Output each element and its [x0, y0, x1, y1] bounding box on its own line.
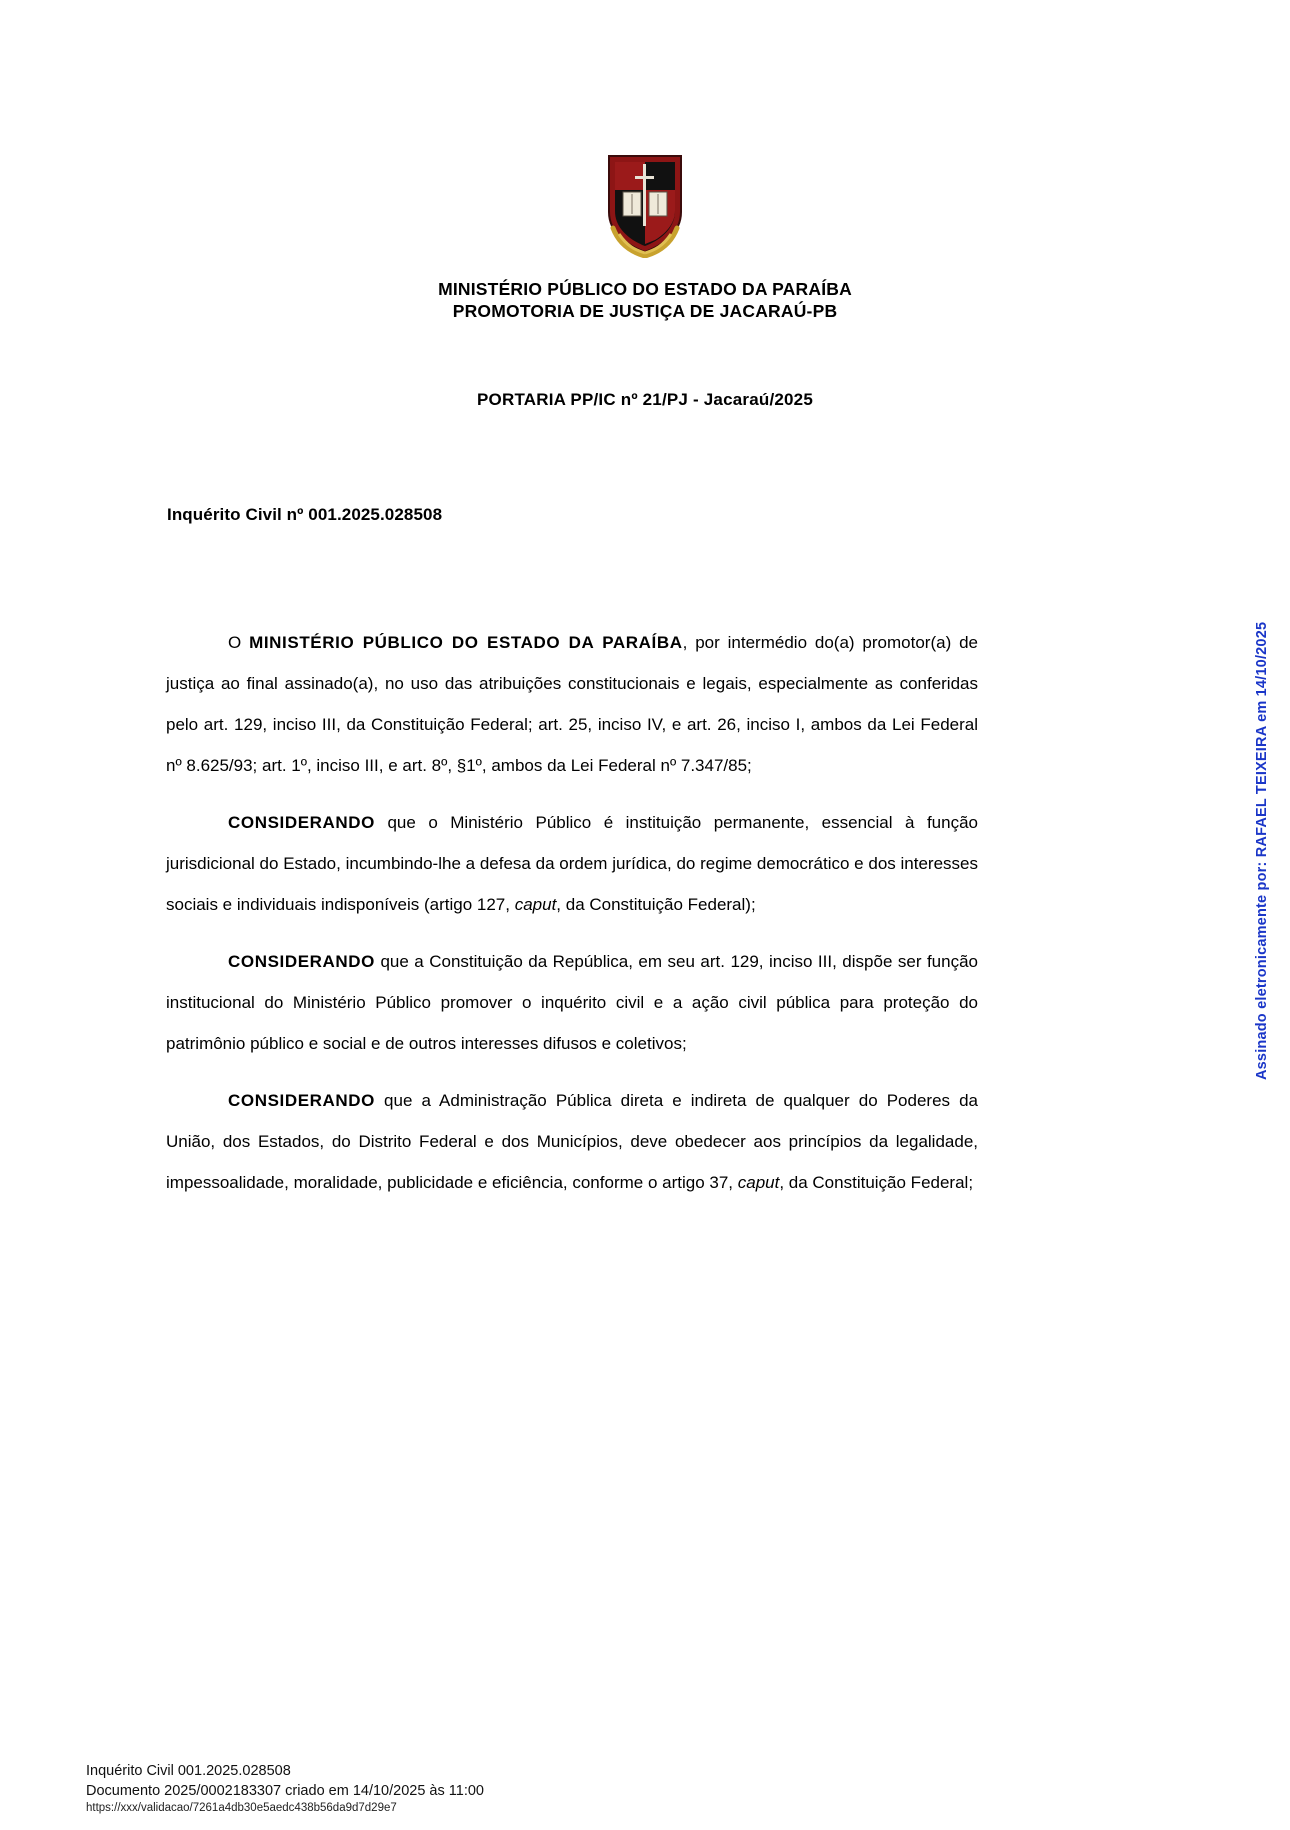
- paragraph-4-rest-a: que a Administração Pública direta e indireta de qualquer do Poderes da União, dos Estados, do Distrito Federal e dos Municípios, deve obedecer aos princípios da legalidade, impessoalidade, moralidade, publicidade e eficiência, conforme o artigo 37,: [166, 1091, 978, 1192]
- coat-of-arms-icon: [599, 150, 691, 258]
- paragraph-2-italic: caput: [514, 895, 557, 914]
- footer-validation-url[interactable]: https://xxx/validacao/7261a4db30e5aedc438b56da9d7d29e7: [86, 1802, 397, 1814]
- paragraph-4-rest-b: , da Constituição Federal;: [779, 1173, 974, 1192]
- paragraph-4-bold: CONSIDERANDO: [228, 1091, 375, 1110]
- document-body: [166, 622, 978, 1203]
- organization-line-2: PROMOTORIA DE JUSTIÇA DE JACARAÚ-PB: [452, 301, 838, 321]
- document-footer: [86, 1761, 484, 1816]
- paragraph-3-rest: que a Constituição da República, em seu art. 129, inciso III, dispõe ser função institucional do Ministério Público promover o inquérito civil e a ação civil pública para proteção do patrimônio público e social e de outros interesses difusos e coletivos;: [166, 952, 978, 1053]
- paragraph-2-bold: CONSIDERANDO: [228, 813, 375, 832]
- footer-document-info: Documento 2025/0002183307 criado em 14/10/2025 às 11:00: [86, 1783, 484, 1799]
- paragraph-considerando-2: [166, 941, 978, 1064]
- organization-header: [0, 278, 1290, 322]
- paragraph-2-rest-b: , da Constituição Federal);: [556, 895, 756, 914]
- paragraph-preamble: [166, 622, 978, 786]
- electronic-signature-stripe: Assinado eletronicamente por: RAFAEL TEIXEIRA em 14/10/2025: [1254, 621, 1270, 1080]
- paragraph-considerando-1: [166, 802, 978, 925]
- case-number-label: Inquérito Civil nº 001.2025.028508: [167, 505, 443, 524]
- paragraph-1-rest: , por intermédio do(a) promotor(a) de justiça ao final assinado(a), no uso das atribuições constitucionais e legais, especialmente as conferidas pelo art. 129, inciso III, da Constituição Federal; art. 25, inciso IV, e art. 26, inciso I, ambos da Lei Federal nº 8.625/93; art. 1º, inciso III, e art. 8º, §1º, ambos da Lei Federal nº 7.347/85;: [166, 633, 978, 775]
- crest-container: [0, 150, 1290, 258]
- portaria-title: PORTARIA PP/IC nº 21/PJ - Jacaraú/2025: [477, 390, 813, 409]
- paragraph-3-bold: CONSIDERANDO: [228, 952, 375, 971]
- paragraph-1-bold: MINISTÉRIO PÚBLICO DO ESTADO DA PARAÍBA: [249, 633, 683, 652]
- paragraph-1-lead: O: [228, 633, 250, 652]
- organization-line-1: MINISTÉRIO PÚBLICO DO ESTADO DA PARAÍBA: [438, 279, 852, 299]
- paragraph-considerando-3: [166, 1080, 978, 1203]
- paragraph-4-italic: caput: [737, 1173, 780, 1192]
- footer-case-number: Inquérito Civil 001.2025.028508: [86, 1763, 291, 1779]
- paragraph-2-rest-a: que o Ministério Público é instituição permanente, essencial à função jurisdicional do Estado, incumbindo-lhe a defesa da ordem jurídica, do regime democrático e dos interesses sociais e individuais indisponíveis (artigo 127,: [166, 813, 978, 914]
